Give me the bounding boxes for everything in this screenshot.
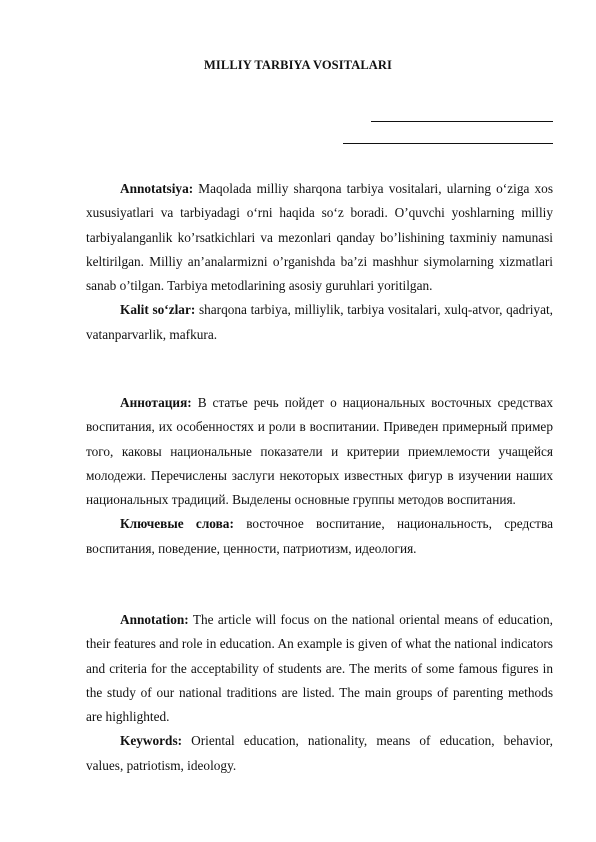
abstract-english-text: The article will focus on the national oriental means of education, their features and role in education. An example is given of what the national indicators and criteria for the acceptability of students are. The merits of some famous figures in the study of our national traditions are listed. The main groups of parenting methods are highlighted. (86, 612, 553, 725)
abstract-english (86, 608, 553, 729)
keywords-uzbek (86, 298, 553, 347)
abstract-uzbek (86, 177, 553, 298)
keywords-english (86, 729, 553, 778)
paper-title: MILLIY TARBIYA VOSITALARI (204, 58, 392, 72)
abstract-russian-label: Аннотация: (120, 395, 192, 410)
keywords-russian (86, 512, 553, 561)
abstract-english-label: Annotation: (120, 612, 189, 627)
keywords-russian-text: восточное воспитание, национальность, средства воспитания, поведение, ценности, патриотизм, идеология. (86, 516, 553, 556)
abstract-uzbek-text: Maqolada milliy sharqona tarbiya vositalari, ularning o‘ziga xos xususiyatlari va tarbiyadagi o‘rni haqida so‘z boradi. O’quvchi yoshlarning milliy tarbiyalanganlik ko’rsatkichlari va mezonlari qanday bo’lishining taxminiy namunasi keltirilgan. Milliy an’analarmizni o’rganishda ba’zi mashhur siymolarning xizmatlari sanab o’tilgan. Tarbiya metodlarining asosiy guruhlari yoritilgan. (86, 181, 553, 294)
abstract-english-section (86, 608, 553, 778)
abstract-russian (86, 391, 553, 512)
abstract-uzbek-section (86, 177, 553, 347)
author-line (371, 121, 553, 122)
keywords-uzbek-label: Kalit so‘zlar: (120, 302, 196, 318)
keywords-english-label: Keywords: (120, 733, 183, 749)
abstract-russian-text: В статье речь пойдет о национальных восточных средствах воспитания, их особенностях и роли в воспитании. Приведен примерный пример того, каковы национальные показатели и критерии приемлемости учащейся молодежи. Перечислены заслуги некоторых известных фигур в изучении наших национальных традиций. Выделены основные группы методов воспитания. (86, 395, 553, 508)
keywords-russian-label: Ключевые слова: (120, 516, 234, 532)
abstract-uzbek-label: Annotatsiya: (120, 181, 194, 196)
keywords-english-text: Oriental education, nationality, means of education, behavior, values, patriotism, ideology. (86, 733, 553, 773)
keywords-uzbek-text: sharqona tarbiya, milliylik, tarbiya vositalari, xulq-atvor, qadriyat, vatanparvarlik, mafkura. (86, 302, 553, 342)
affiliation-line (343, 143, 553, 144)
abstract-russian-section (86, 391, 553, 561)
